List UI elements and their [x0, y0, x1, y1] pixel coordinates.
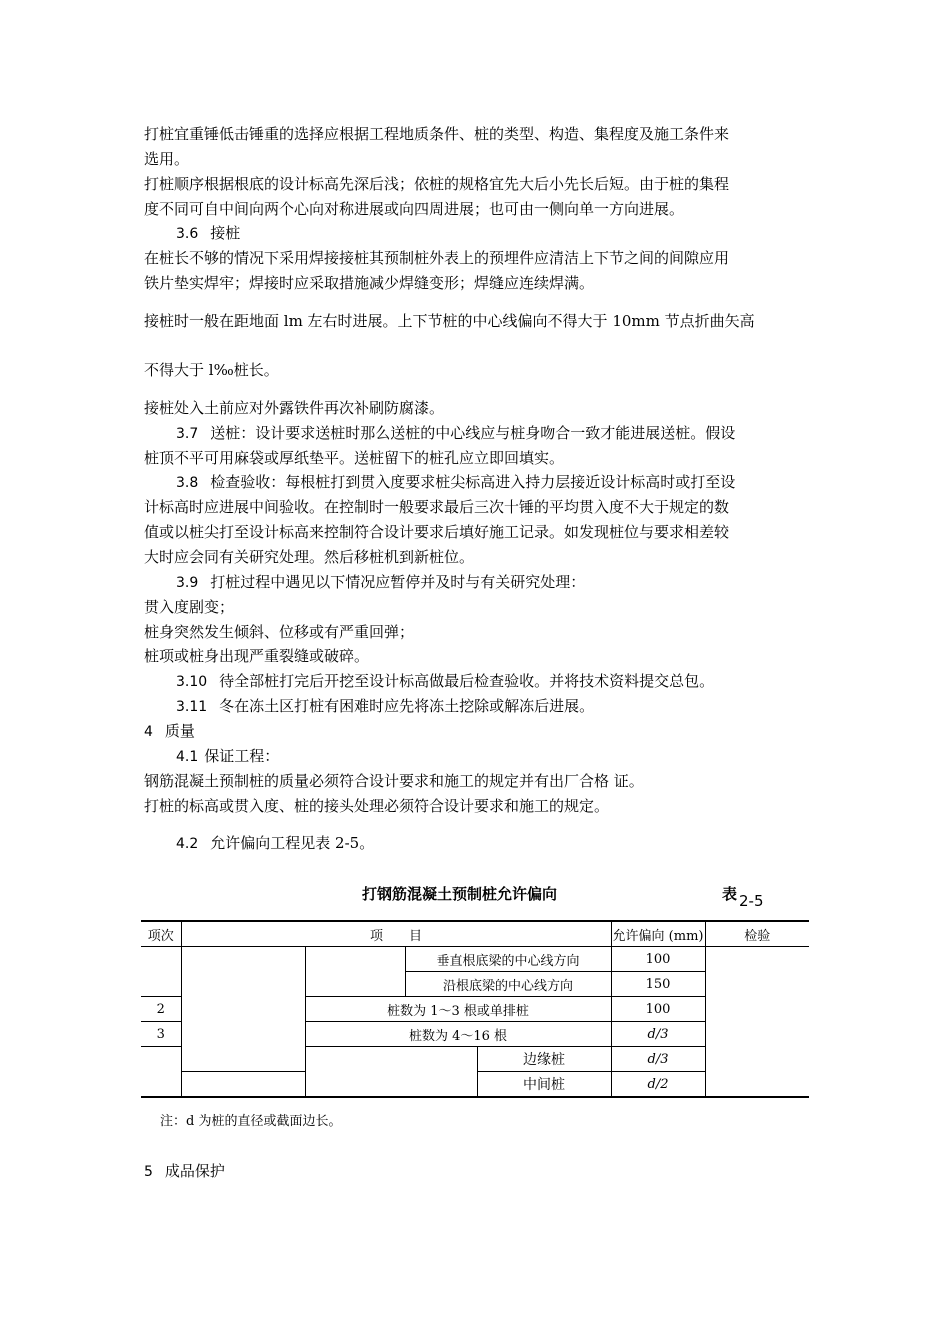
section-number: 5: [144, 1164, 153, 1180]
paragraph-line: 铁片垫实焊牢；焊接时应采取措施减少焊缝变形；焊缝应连续焊满。: [144, 274, 595, 292]
table-cell: [305, 1047, 477, 1098]
section-title: 接桩: [210, 224, 241, 242]
section-number: 4: [144, 724, 153, 740]
section-number: 4.1: [176, 749, 199, 765]
table-row: [141, 947, 809, 972]
table-cell: 150: [611, 972, 705, 997]
table-cell: [141, 947, 181, 997]
section-text: 送桩：设计要求送桩时那么送桩的中心线应与桩身吻合一致才能进展送桩。假设: [210, 424, 736, 442]
paragraph-line: 大时应会同有关研究处理。然后移桩机到新桩位。: [144, 548, 475, 566]
table-cell: 桩数为 1～3 根或单排桩: [305, 997, 611, 1022]
table-cell: [705, 947, 809, 1098]
table-number-value: 2-5: [739, 892, 764, 910]
table-header-row: [141, 921, 809, 947]
table-header-deviation: 允许偏向 (mm): [611, 921, 705, 947]
paragraph-line: 接桩时一般在距地面 lm 左右时进展。上下节桩的中心线偏向不得大于 10mm 节点折曲矢高: [144, 312, 755, 330]
section-3-8: [176, 473, 846, 492]
section-number: 3.11: [176, 699, 208, 715]
table-cell: 垂直根底梁的中心线方向: [405, 947, 611, 972]
table-cell: 100: [611, 947, 705, 972]
table-cell: 桩数为 4～16 根: [305, 1022, 611, 1047]
table-cell: 中间桩: [477, 1072, 611, 1098]
paragraph-line: 不得大于 l‰桩长。: [144, 361, 279, 379]
table-cell: 边缘桩: [477, 1047, 611, 1072]
table-cell: [141, 1047, 181, 1098]
table-cell: 3: [141, 1022, 181, 1047]
section-text: 打桩过程中遇见以下情况应暂停并及时与有关研究处理：: [210, 573, 586, 591]
table-cell: d/2: [611, 1072, 705, 1098]
paragraph-line: 桩项或桩身出现严重裂缝或破碎。: [144, 647, 370, 665]
table-cell: [305, 947, 405, 997]
table-header-check: 检验: [705, 921, 809, 947]
section-number: 3.9: [176, 575, 199, 591]
section-heading-5: [144, 1160, 225, 1181]
table-cell: [181, 1072, 305, 1098]
section-text: 冬在冻土区打桩有困难时应先将冻土挖除或解冻后进展。: [219, 697, 595, 715]
section-number: 3.10: [176, 674, 208, 690]
section-heading-4: [144, 722, 814, 741]
deviation-table: [141, 920, 809, 1098]
paragraph-line: 打桩宜重锤低击锤重的选择应根据工程地质条件、桩的类型、构造、集程度及施工条件来: [144, 125, 730, 143]
section-text: 允许偏向工程见表 2-5。: [210, 834, 375, 852]
paragraph-line: 计标高时应进展中间验收。在控制时一般要求最后三次十锤的平均贯入度不大于规定的数: [144, 498, 730, 516]
table-header-item: 项 目: [181, 921, 611, 947]
section-3-9: [176, 573, 846, 592]
section-4-2: [176, 834, 846, 853]
table-cell: 100: [611, 997, 705, 1022]
section-3-7: [176, 424, 846, 443]
table-cell: d/3: [611, 1022, 705, 1047]
section-number: 3.7: [176, 426, 199, 442]
table-cell: d/3: [611, 1047, 705, 1072]
table-label: 表: [722, 885, 738, 903]
section-3-11: [176, 697, 846, 716]
section-text: 检查验收：每根桩打到贯入度要求桩尖标高进入持力层接近设计标高时或打至设: [210, 473, 736, 491]
paragraph-line: 值或以桩尖打至设计标高来控制符合设计要求后填好施工记录。如发现桩位与要求相差较: [144, 523, 730, 541]
paragraph-line: 打桩的标高或贯入度、桩的接头处理必须符合设计要求和施工的规定。: [144, 797, 610, 815]
table-cell: 2: [141, 997, 181, 1022]
table-cell: 沿根底梁的中心线方向: [405, 972, 611, 997]
section-title: 质量: [164, 722, 195, 740]
section-3-10: [176, 672, 846, 691]
section-text: 待全部桩打完后开挖至设计标高做最后检查验收。并将技术资料提交总包。: [219, 672, 715, 690]
section-4-1: [176, 747, 846, 766]
table-note: 注：d 为桩的直径或截面边长。: [160, 1114, 342, 1129]
paragraph-line: 桩顶不平可用麻袋或厚纸垫平。送桩留下的桩孔应立即回填实。: [144, 449, 565, 467]
section-title: 保证工程：: [204, 747, 280, 765]
table-header-index: 项次: [141, 921, 181, 947]
paragraph-line: 在桩长不够的情况下采用焊接接桩其预制桩外表上的预埋件应清洁上下节之间的间隙应用: [144, 249, 730, 267]
paragraph-line: 桩身突然发生倾斜、位移或有严重回弹；: [144, 623, 415, 641]
paragraph-line: 打桩顺序根据根底的设计标高先深后浅；依桩的规格宜先大后小先长后短。由于桩的集程: [144, 175, 730, 193]
table-cell: [181, 947, 305, 1072]
table-number: [722, 883, 764, 910]
paragraph-line: 接桩处入土前应对外露铁件再次补刷防腐漆。: [144, 399, 445, 417]
section-number: 3.8: [176, 475, 199, 491]
paragraph-line: 贯入度剧变；: [144, 598, 235, 616]
paragraph-line: 度不同可自中间向两个心向对称进展或向四周进展；也可由一侧向单一方向进展。: [144, 200, 685, 218]
section-number: 3.6: [176, 226, 199, 242]
section-title: 成品保护: [164, 1162, 225, 1180]
section-number: 4.2: [176, 836, 199, 852]
section-heading-3-6: [176, 224, 846, 243]
paragraph-line: 钢筋混凝土预制桩的质量必须符合设计要求和施工的规定并有出厂合格 证。: [144, 772, 644, 790]
table-title: 打钢筋混凝土预制桩允许偏向: [362, 885, 558, 903]
paragraph-line: 选用。: [144, 150, 190, 168]
